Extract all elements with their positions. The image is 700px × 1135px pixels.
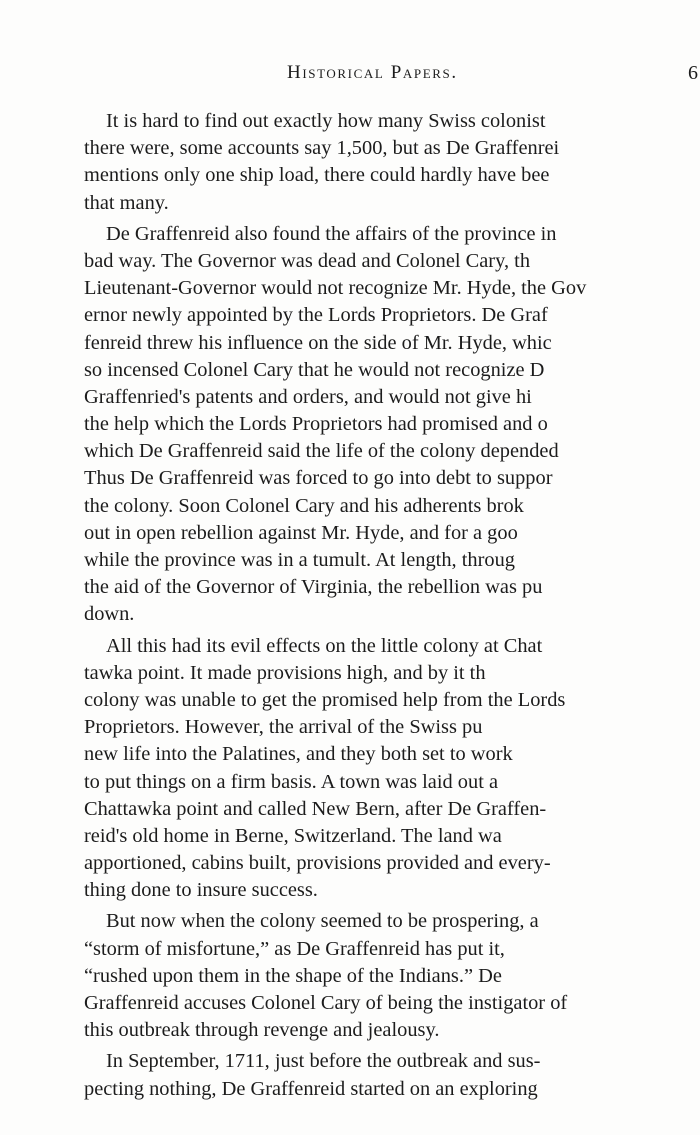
text-line: there were, some accounts say 1,500, but as De Graffenrei [84,137,560,160]
text-line: ernor newly appointed by the Lords Proprietors. De Graf [84,304,548,327]
text-line: Graffenreid accuses Colonel Cary of being the instigator of [84,992,568,1014]
paragraph-3 [84,633,700,905]
text-line: bad way. The Governor was dead and Colonel Cary, th [84,249,531,272]
paragraph-2 [84,221,700,629]
text-line: All this had its evil effects on the little colony at Chat [106,634,543,657]
text-line: that many. [84,191,169,214]
text-line: Thus De Graffenreid was forced to go into debt to suppor [84,467,553,490]
text-line: new life into the Palatines, and they both set to work [84,743,513,766]
text-line: to put things on a firm basis. A town was laid out a [84,770,499,793]
text-line: “storm of misfortune,” as De Graffenreid has put it, [84,937,505,960]
text-line: reid's old home in Berne, Switzerland. The land wa [84,824,502,847]
text-line: “rushed upon them in the shape of the Indians.” De [84,964,502,987]
text-line: this outbreak through revenge and jealousy. [84,1019,440,1042]
text-line: Lieutenant-Governor would not recognize Mr. Hyde, the Gov [84,277,587,300]
running-head [0,62,700,88]
text-line: pecting nothing, De Graffenreid started on an exploring [84,1077,538,1100]
text-line: so incensed Colonel Cary that he would not recognize D [84,358,545,381]
text-line: De Graffenreid also found the affairs of the province in [106,222,557,245]
text-line: down. [84,603,135,626]
text-line: In September, 1711, just before the outbreak and sus- [106,1050,541,1073]
paragraph-4 [84,908,700,1044]
running-title: Historical Papers. [287,62,458,83]
text-line: colony was unable to get the promised help from the Lords [84,688,566,711]
body-text [84,108,700,1103]
text-line: the aid of the Governor of Virginia, the rebellion was pu [84,576,543,599]
text-line: fenreid threw his influence on the side of Mr. Hyde, whic [84,331,552,354]
text-line: out in open rebellion against Mr. Hyde, and for a goo [84,521,518,544]
paragraph-1 [84,108,700,217]
paragraph-5 [84,1048,700,1102]
text-line: tawka point. It made provisions high, and by it th [84,661,486,684]
text-line: Graffenried's patents and orders, and would not give hi [84,385,532,408]
text-line: Chattawka point and called New Bern, after De Graffen- [84,797,547,820]
text-line: apportioned, cabins built, provisions provided and every- [84,852,551,875]
text-line: thing done to insure success. [84,879,318,902]
text-line: the help which the Lords Proprietors had promised and o [84,413,548,436]
text-line: the colony. Soon Colonel Cary and his adherents brok [84,494,524,517]
page-number: 6 [688,62,698,84]
text-line: Proprietors. However, the arrival of the Swiss pu [84,716,483,739]
text-line: mentions only one ship load, there could hardly have bee [84,164,550,187]
text-line: But now when the colony seemed to be prospering, a [106,910,539,933]
text-line: while the province was in a tumult. At length, throug [84,549,515,571]
text-line: It is hard to find out exactly how many Swiss colonist [106,110,546,132]
text-line: which De Graffenreid said the life of the colony depended [84,440,559,463]
